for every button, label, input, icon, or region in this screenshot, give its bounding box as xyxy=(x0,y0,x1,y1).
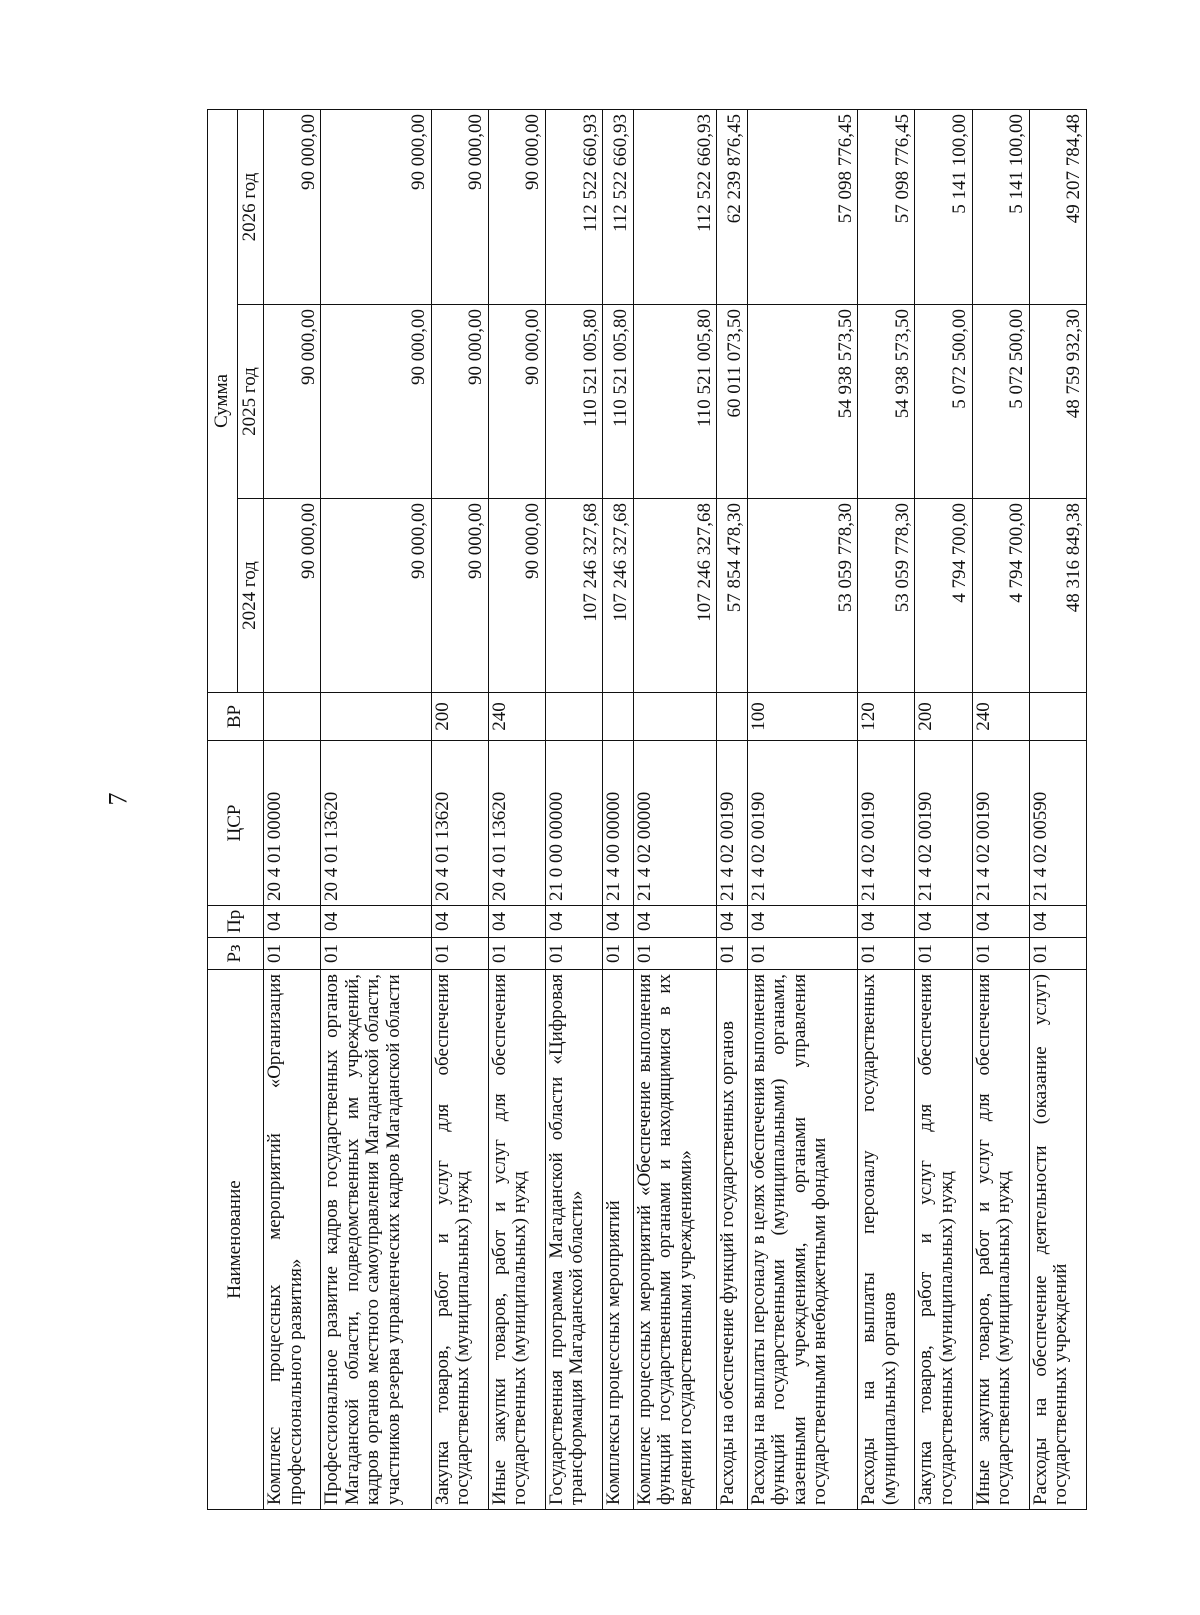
cell-pr: 04 xyxy=(858,906,915,938)
cell-rz: 01 xyxy=(972,938,1029,970)
page-number: 7 xyxy=(103,792,133,806)
cell-2026: 90 000,00 xyxy=(431,110,488,305)
header-sum: Сумма xyxy=(208,110,238,693)
table-row xyxy=(264,110,321,1510)
cell-vr xyxy=(603,693,634,741)
cell-pr: 04 xyxy=(603,906,634,938)
header-rz: Рз xyxy=(208,938,264,970)
table-row xyxy=(431,110,488,1510)
cell-pr: 04 xyxy=(488,906,545,938)
cell-rz: 01 xyxy=(1029,938,1086,970)
header-2024: 2024 год xyxy=(238,499,264,693)
cell-2026: 112 522 660,93 xyxy=(633,110,717,305)
cell-name: Закупка товаров, работ и услуг для обеспечения государственных (муниципальных) нужд xyxy=(431,970,488,1510)
cell-2026: 62 239 876,45 xyxy=(717,110,748,305)
cell-name: Комплексы процессных мероприятий xyxy=(603,970,634,1510)
cell-csr: 21 0 00 00000 xyxy=(545,741,602,906)
cell-name: Государственная программа Магаданской области «Цифровая трансформация Магаданской области» xyxy=(545,970,602,1510)
table-header xyxy=(208,110,264,1510)
cell-vr: 100 xyxy=(747,693,857,741)
table-row xyxy=(1029,110,1086,1510)
cell-2025: 90 000,00 xyxy=(264,305,321,499)
cell-pr: 04 xyxy=(545,906,602,938)
cell-2024: 107 246 327,68 xyxy=(633,499,717,693)
cell-vr xyxy=(264,693,321,741)
table-row xyxy=(717,110,748,1510)
cell-csr: 21 4 02 00190 xyxy=(972,741,1029,906)
cell-2026: 90 000,00 xyxy=(264,110,321,305)
cell-vr xyxy=(545,693,602,741)
cell-2024: 57 854 478,30 xyxy=(717,499,748,693)
cell-rz: 01 xyxy=(858,938,915,970)
cell-vr xyxy=(717,693,748,741)
cell-2024: 4 794 700,00 xyxy=(915,499,972,693)
cell-name: Расходы на выплаты персоналу в целях обеспечения выполнения функций государственными (муниципальными) органами, казенными учреждениями, органами управления государственными внебюджетными фондами xyxy=(747,970,857,1510)
cell-2026: 5 141 100,00 xyxy=(972,110,1029,305)
cell-name: Иные закупки товаров, работ и услуг для обеспечения государственных (муниципальных) нужд xyxy=(488,970,545,1510)
header-csr: ЦСР xyxy=(208,741,264,906)
cell-name: Профессиональное развитие кадров государственных органов Магаданской области, подведомственных им учреждений, кадров органов местного самоуправления Магаданской области, участников резерва управленческих кадров Магаданской области xyxy=(321,970,431,1510)
cell-name: Комплекс процессных мероприятий «Обеспечение выполнения функций государственными органами и находящимися в их ведении государственными учреждениями» xyxy=(633,970,717,1510)
cell-rz: 01 xyxy=(717,938,748,970)
cell-pr: 04 xyxy=(264,906,321,938)
cell-2026: 49 207 784,48 xyxy=(1029,110,1086,305)
cell-2026: 90 000,00 xyxy=(488,110,545,305)
cell-2025: 110 521 005,80 xyxy=(633,305,717,499)
cell-csr: 21 4 00 00000 xyxy=(603,741,634,906)
cell-rz: 01 xyxy=(603,938,634,970)
budget-table xyxy=(207,109,1087,1510)
header-2025: 2025 год xyxy=(238,305,264,499)
cell-2025: 90 000,00 xyxy=(431,305,488,499)
cell-name: Расходы на обеспечение деятельности (оказание услуг) государственных учреждений xyxy=(1029,970,1086,1510)
cell-csr: 20 4 01 13620 xyxy=(321,741,431,906)
cell-rz: 01 xyxy=(633,938,717,970)
cell-rz: 01 xyxy=(747,938,857,970)
cell-2026: 57 098 776,45 xyxy=(858,110,915,305)
cell-2025: 110 521 005,80 xyxy=(603,305,634,499)
cell-name: Иные закупки товаров, работ и услуг для обеспечения государственных (муниципальных) нужд xyxy=(972,970,1029,1510)
cell-csr: 21 4 02 00190 xyxy=(717,741,748,906)
cell-pr: 04 xyxy=(972,906,1029,938)
cell-2026: 90 000,00 xyxy=(321,110,431,305)
table-row xyxy=(972,110,1029,1510)
cell-2024: 53 059 778,30 xyxy=(858,499,915,693)
cell-2025: 54 938 573,50 xyxy=(858,305,915,499)
rotated-page-content xyxy=(207,110,1087,1510)
cell-2025: 90 000,00 xyxy=(321,305,431,499)
cell-vr xyxy=(321,693,431,741)
cell-rz: 01 xyxy=(915,938,972,970)
table-row xyxy=(603,110,634,1510)
cell-rz: 01 xyxy=(321,938,431,970)
table-row xyxy=(545,110,602,1510)
table-row xyxy=(321,110,431,1510)
table-row xyxy=(633,110,717,1510)
cell-rz: 01 xyxy=(488,938,545,970)
cell-2025: 5 072 500,00 xyxy=(972,305,1029,499)
table-row xyxy=(488,110,545,1510)
table-body xyxy=(264,110,1087,1510)
header-name: Наименование xyxy=(208,970,264,1510)
cell-2026: 5 141 100,00 xyxy=(915,110,972,305)
cell-2024: 107 246 327,68 xyxy=(545,499,602,693)
cell-vr xyxy=(633,693,717,741)
cell-csr: 21 4 02 00190 xyxy=(915,741,972,906)
cell-2026: 57 098 776,45 xyxy=(747,110,857,305)
cell-2025: 48 759 932,30 xyxy=(1029,305,1086,499)
cell-pr: 04 xyxy=(717,906,748,938)
cell-csr: 20 4 01 13620 xyxy=(488,741,545,906)
cell-pr: 04 xyxy=(747,906,857,938)
cell-pr: 04 xyxy=(431,906,488,938)
cell-vr: 200 xyxy=(431,693,488,741)
cell-name: Расходы на обеспечение функций государственных органов xyxy=(717,970,748,1510)
cell-vr: 240 xyxy=(972,693,1029,741)
cell-2024: 90 000,00 xyxy=(488,499,545,693)
cell-2026: 112 522 660,93 xyxy=(603,110,634,305)
cell-2025: 54 938 573,50 xyxy=(747,305,857,499)
cell-vr: 120 xyxy=(858,693,915,741)
table-row xyxy=(747,110,857,1510)
cell-csr: 20 4 01 13620 xyxy=(431,741,488,906)
cell-2026: 112 522 660,93 xyxy=(545,110,602,305)
cell-rz: 01 xyxy=(545,938,602,970)
cell-2024: 90 000,00 xyxy=(321,499,431,693)
cell-vr: 200 xyxy=(915,693,972,741)
table-row xyxy=(915,110,972,1510)
header-2026: 2026 год xyxy=(238,110,264,305)
cell-name: Закупка товаров, работ и услуг для обеспечения государственных (муниципальных) нужд xyxy=(915,970,972,1510)
cell-2024: 90 000,00 xyxy=(264,499,321,693)
cell-2025: 5 072 500,00 xyxy=(915,305,972,499)
cell-csr: 21 4 02 00590 xyxy=(1029,741,1086,906)
cell-2025: 90 000,00 xyxy=(488,305,545,499)
cell-pr: 04 xyxy=(633,906,717,938)
cell-csr: 21 4 02 00190 xyxy=(858,741,915,906)
cell-pr: 04 xyxy=(1029,906,1086,938)
cell-csr: 20 4 01 00000 xyxy=(264,741,321,906)
cell-csr: 21 4 02 00000 xyxy=(633,741,717,906)
cell-csr: 21 4 02 00190 xyxy=(747,741,857,906)
header-vr: ВР xyxy=(208,693,264,741)
cell-2025: 110 521 005,80 xyxy=(545,305,602,499)
cell-2024: 53 059 778,30 xyxy=(747,499,857,693)
cell-rz: 01 xyxy=(431,938,488,970)
cell-name: Комплекс процессных мероприятий «Организация профессионального развития» xyxy=(264,970,321,1510)
cell-pr: 04 xyxy=(321,906,431,938)
cell-vr: 240 xyxy=(488,693,545,741)
cell-rz: 01 xyxy=(264,938,321,970)
cell-pr: 04 xyxy=(915,906,972,938)
cell-name: Расходы на выплаты персоналу государственных (муниципальных) органов xyxy=(858,970,915,1510)
cell-2024: 107 246 327,68 xyxy=(603,499,634,693)
cell-vr xyxy=(1029,693,1086,741)
table-row xyxy=(858,110,915,1510)
cell-2024: 4 794 700,00 xyxy=(972,499,1029,693)
cell-2025: 60 011 073,50 xyxy=(717,305,748,499)
cell-2024: 48 316 849,38 xyxy=(1029,499,1086,693)
header-pr: Пр xyxy=(208,906,264,938)
cell-2024: 90 000,00 xyxy=(431,499,488,693)
